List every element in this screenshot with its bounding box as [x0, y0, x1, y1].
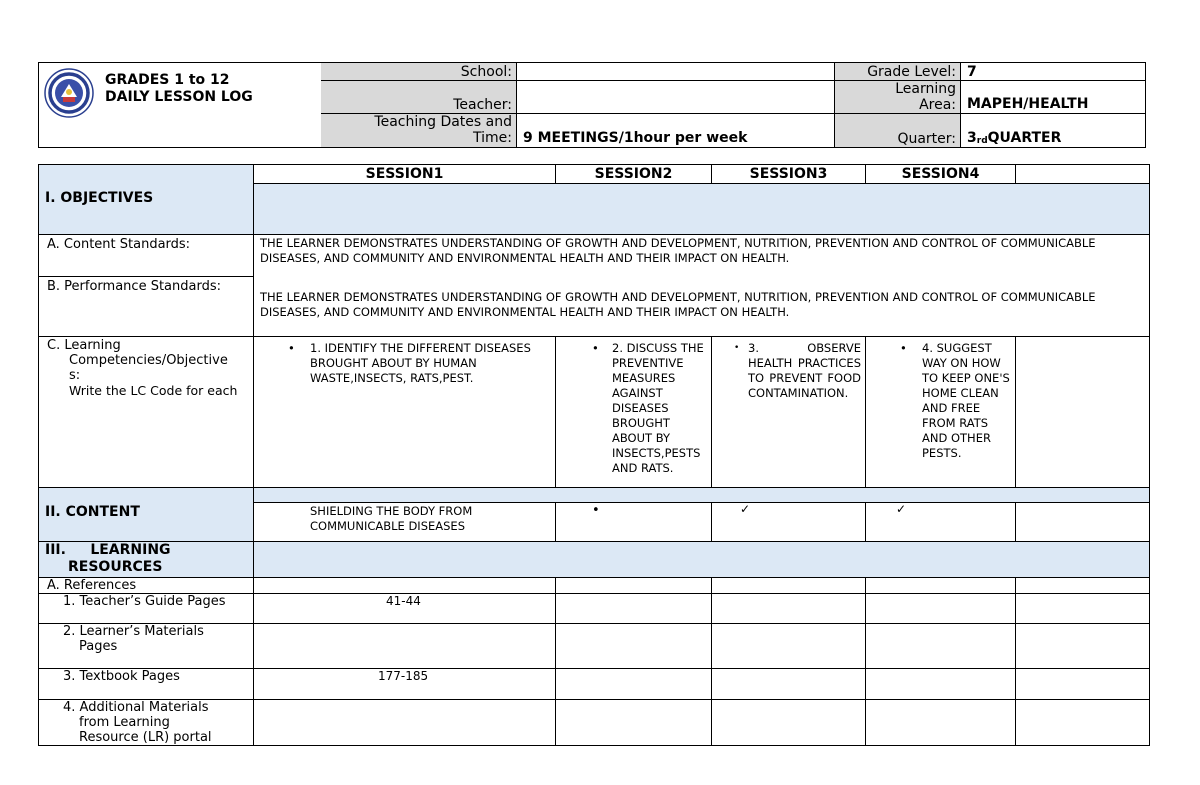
header-block	[38, 62, 1146, 148]
learning-area-field[interactable]: MAPEH/HEALTH	[961, 81, 1145, 114]
learners-materials-session-3	[712, 624, 866, 669]
references-session-3	[712, 578, 866, 594]
references-session-2	[556, 578, 712, 594]
competency-session-3: • 3. OBSERVE HEALTH PRACTICES TO PREVENT FOOD CONTAMINATION.	[712, 337, 866, 488]
deped-seal-icon	[44, 68, 94, 118]
content-session-4-check: ✓	[866, 503, 1016, 542]
additional-materials-label: 4. Additional Materials from Learning Resource (LR) portal	[39, 700, 254, 745]
textbook-pages-session-2	[556, 669, 712, 700]
references-session-5	[1016, 578, 1149, 594]
lesson-log-table	[38, 164, 1150, 746]
references-session-1	[254, 578, 556, 594]
teacher-field[interactable]	[517, 81, 835, 114]
quarter-field[interactable]: 3 $_{rd}$ QUARTER	[961, 114, 1145, 147]
content-band	[254, 488, 1149, 503]
textbook-pages-session-4	[866, 669, 1016, 700]
school-field[interactable]	[517, 63, 835, 81]
textbook-pages-session-3	[712, 669, 866, 700]
teachers-guide-session-2	[556, 594, 712, 624]
content-heading-cell	[39, 488, 254, 542]
learners-materials-session-4	[866, 624, 1016, 669]
additional-materials-session-2	[556, 700, 712, 745]
session-1-header: SESSION1	[254, 165, 556, 184]
school-label: School:	[321, 63, 517, 81]
header-title-area	[39, 63, 322, 147]
resources-heading-cell	[39, 542, 254, 578]
teachers-guide-session-3	[712, 594, 866, 624]
competency-session-4: • 4. SUGGEST WAY ON HOW TO KEEP ONE'S HOME CLEAN AND FREE FROM RATS AND OTHER PESTS.	[866, 337, 1016, 488]
references-session-4	[866, 578, 1016, 594]
competencies-label: C. Learning Competencies/Objective s: Write the LC Code for each	[39, 337, 254, 488]
additional-materials-session-3	[712, 700, 866, 745]
title-line-2: DAILY LESSON LOG	[105, 89, 253, 105]
teachers-guide-session-1: 41-44	[254, 594, 556, 624]
content-standards-label: A. Content Standards:	[39, 235, 254, 277]
resources-band	[254, 542, 1149, 578]
content-session-3-check: ✓	[712, 503, 866, 542]
grade-level-field[interactable]: 7	[961, 63, 1145, 81]
competency-session-2: • 2. DISCUSS THE PREVENTIVE MEASURES AGAINST DISEASES BROUGHT ABOUT BY INSECTS,PESTS AND RATS.	[556, 337, 712, 488]
competency-session-1: • 1. IDENTIFY THE DIFFERENT DISEASES BROUGHT ABOUT BY HUMAN WASTE,INSECTS, RATS,PEST.	[254, 337, 556, 488]
objectives-band	[254, 184, 1149, 235]
references-label: A. References	[39, 578, 254, 594]
teacher-label: Teacher:	[321, 81, 517, 114]
textbook-pages-session-5	[1016, 669, 1149, 700]
session-2-header: SESSION2	[556, 165, 712, 184]
session-3-header: SESSION3	[712, 165, 866, 184]
learners-materials-label: 2. Learner’s Materials Pages	[39, 624, 254, 669]
quarter-label: Quarter:	[835, 114, 961, 147]
grade-level-label: Grade Level:	[835, 63, 961, 81]
performance-standards-text: THE LEARNER DEMONSTRATES UNDERSTANDING OF GROWTH AND DEVELOPMENT, NUTRITION, PREVENTION AND CONTROL OF COMMUNICABLE DISEASES, AND COMMUNITY AND ENVIRONMENTAL HEALTH AND THEIR IMPACT ON HEALTH.	[254, 277, 1149, 337]
textbook-pages-session-1: 177-185	[254, 669, 556, 700]
additional-materials-session-1	[254, 700, 556, 745]
textbook-pages-label: 3. Textbook Pages	[39, 669, 254, 700]
additional-materials-session-4	[866, 700, 1016, 745]
competency-session-5-empty	[1016, 337, 1149, 488]
teachers-guide-session-4	[866, 594, 1016, 624]
title-line-1: GRADES 1 to 12	[105, 72, 230, 88]
teachers-guide-label: 1. Teacher’s Guide Pages	[39, 594, 254, 624]
content-heading: II. CONTENT	[45, 504, 140, 520]
additional-materials-session-5	[1016, 700, 1149, 745]
content-session-1: SHIELDING THE BODY FROM COMMUNICABLE DISEASES	[254, 503, 556, 542]
teaching-dates-label: Teaching Dates and Time:	[321, 114, 517, 147]
objectives-heading-cell	[39, 165, 254, 235]
learning-area-label: Learning Area:	[835, 81, 961, 114]
content-session-2-bullet: •	[556, 503, 712, 542]
learners-materials-session-1	[254, 624, 556, 669]
session-4-header: SESSION4	[866, 165, 1016, 184]
teachers-guide-session-5	[1016, 594, 1149, 624]
teaching-dates-field[interactable]: 9 MEETINGS/1hour per week	[517, 114, 835, 147]
resources-heading: III. LEARNING RESOURCES	[45, 542, 171, 575]
content-session-5-empty	[1016, 503, 1149, 542]
content-standards-text: THE LEARNER DEMONSTRATES UNDERSTANDING OF GROWTH AND DEVELOPMENT, NUTRITION, PREVENTION AND CONTROL OF COMMUNICABLE DISEASES, AND COMMUNITY AND ENVIRONMENTAL HEALTH AND THEIR IMPACT ON HEALTH.	[260, 236, 1096, 265]
objectives-heading: I. OBJECTIVES	[45, 190, 154, 206]
performance-standards-label: B. Performance Standards:	[39, 277, 254, 337]
learners-materials-session-5	[1016, 624, 1149, 669]
session-5-header-empty	[1016, 165, 1149, 184]
learners-materials-session-2	[556, 624, 712, 669]
document-title	[105, 72, 253, 106]
header-info-grid	[321, 63, 1145, 147]
